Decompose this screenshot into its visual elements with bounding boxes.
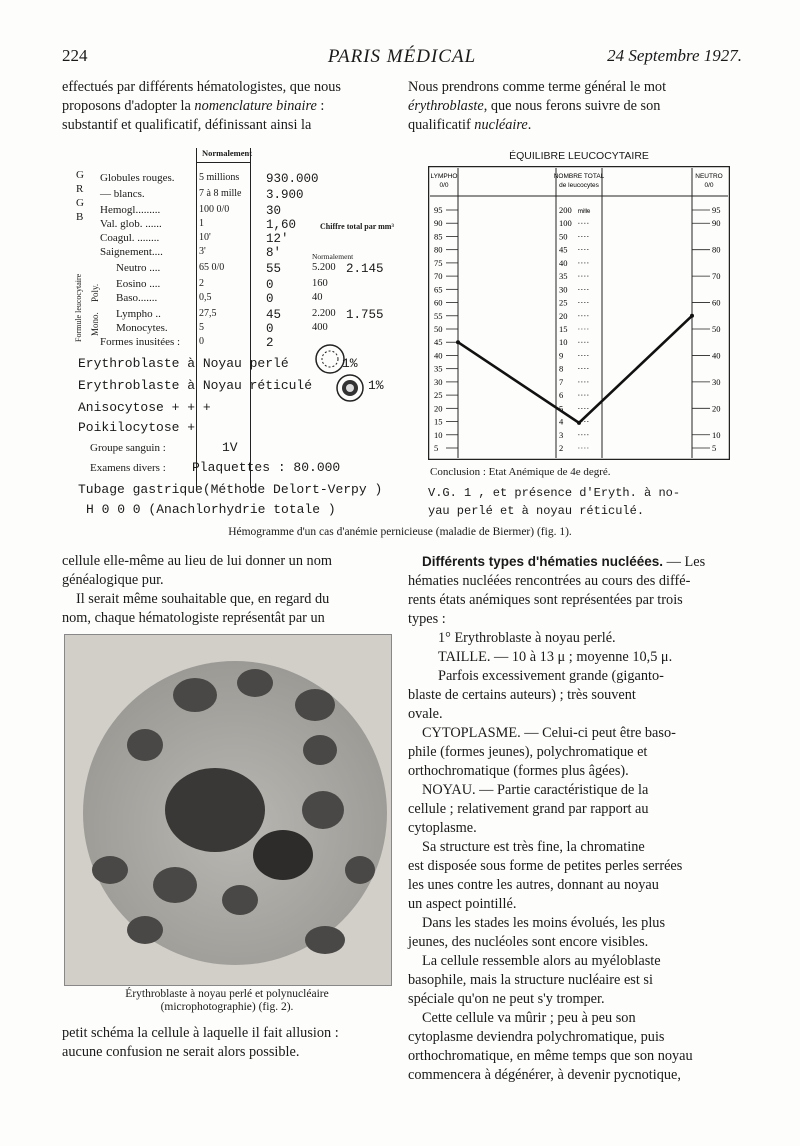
- heading-rest: — Les: [663, 554, 706, 570]
- text-line: nom, chaque hématologiste représentât par un: [62, 610, 325, 626]
- text-line: cytoplasme deviendra polychromatique, puis: [408, 1029, 665, 1045]
- row-value: 3.900: [266, 188, 304, 202]
- page-header: [62, 46, 742, 72]
- examens-value: Plaquettes : 80.000: [192, 460, 341, 475]
- mono-label: Mono.: [90, 312, 100, 336]
- point-total: [577, 421, 581, 425]
- row-label: Coagul. ........: [100, 232, 160, 244]
- erythro-reticule: Erythroblaste à Noyau réticulé: [78, 378, 313, 393]
- figure1-caption: Hémogramme d'un cas d'anémie pernicieuse (maladie de Biermer) (fig. 1).: [228, 526, 572, 538]
- left-tick-label: 85: [434, 231, 443, 242]
- mid-tick-label: 50: [559, 231, 568, 242]
- row-normal2: 5.200: [312, 262, 336, 273]
- table-divider: [196, 148, 197, 488]
- perle-cell-icon: [316, 345, 344, 373]
- figure2-caption: [64, 988, 390, 1014]
- conclusion-text: Conclusion : Etat Anémique de 4e degré.: [430, 466, 611, 478]
- text-line: cellule elle-même au lieu de lui donner un nom: [62, 553, 332, 569]
- conclusion-line-2: V.G. 1 , et présence d'Eryth. à no-: [428, 486, 681, 500]
- paragraph-2: [408, 724, 740, 781]
- text-line: spéciale qu'on ne peut s'y tromper.: [408, 991, 605, 1007]
- right-tick-label: 70: [712, 271, 721, 282]
- right-tick-label: 50: [712, 324, 721, 334]
- row-label: Globules rouges.: [100, 172, 175, 184]
- groupe-value: 1V: [222, 440, 238, 455]
- col-header-normal2: Normalement: [312, 252, 354, 261]
- tubage: Tubage gastrique(Méthode Delort-Verpy ): [78, 482, 383, 497]
- row-value: 30: [266, 204, 282, 218]
- page-number: 224: [62, 46, 88, 65]
- header-rule: [196, 162, 250, 163]
- poikilocytose: Poikilocytose +: [78, 420, 196, 435]
- mid-tick-label: 45: [559, 244, 568, 255]
- right-tick-label: 40: [712, 350, 721, 361]
- journal-title: PARIS MÉDICAL: [327, 46, 477, 67]
- text-line: Nous prendrons comme terme général le mot: [408, 79, 667, 95]
- row-normal: 5: [199, 322, 204, 333]
- row-label: Monocytes.: [116, 322, 168, 334]
- row-value: 930.000: [266, 172, 319, 186]
- gr-gb-label: G R G B: [76, 169, 84, 223]
- hcl-line: H 0 0 0 (Anachlorhydrie totale ): [86, 502, 336, 517]
- section-heading: Différents types d'hématies nucléées.: [422, 554, 664, 569]
- right-intro-text: [408, 78, 740, 135]
- col-header-normal: Normalement: [202, 148, 253, 158]
- cell-sketch-icons: [308, 342, 368, 406]
- mid-tick-label: 8: [559, 363, 564, 374]
- mid-tick-label: 100: [559, 218, 572, 229]
- erythro-reticule-val: 1%: [368, 378, 384, 393]
- text-line: rents états anémiques sont représentées par trois: [408, 592, 683, 608]
- row-normal: 100 0/0: [199, 204, 230, 215]
- mid-tick-label: 10: [559, 337, 568, 348]
- paragraph-3: [408, 781, 740, 838]
- row-normal2: 160: [312, 278, 328, 289]
- mid-unit-label: mille: [578, 209, 591, 215]
- groupe-label: Groupe sanguin :: [90, 442, 166, 454]
- row-label: Lympho ..: [116, 308, 161, 320]
- mid-tick-label: 4: [559, 416, 564, 427]
- left-tick-label: 80: [434, 244, 443, 255]
- left-intro-text: [62, 78, 390, 135]
- caption-line: (microphotographie) (fig. 2).: [160, 1001, 294, 1013]
- right-tick-label: 5: [712, 443, 717, 453]
- mid-tick-label: 25: [559, 297, 568, 308]
- text-line: Parfois excessivement grande (giganto-: [438, 668, 664, 684]
- text-line: cytoplasme.: [408, 820, 477, 836]
- row-normal: 0,5: [199, 292, 212, 303]
- left-tick-label: 90: [434, 218, 443, 229]
- text-line: Cette cellule va mûrir ; peu à peu son: [422, 1010, 636, 1026]
- mid-tick-label: 5: [559, 403, 564, 414]
- row-normal: 0: [199, 336, 204, 347]
- row-value: 0: [266, 278, 274, 292]
- row-normal: 3': [199, 246, 206, 257]
- erythro-perle: Erythroblaste à Noyau perlé: [78, 356, 289, 371]
- mid-tick-label: 6: [559, 390, 564, 401]
- right-tick-label: 20: [712, 403, 721, 414]
- row-normal: 27,5: [199, 308, 217, 319]
- row-label: Formes inusitées :: [100, 336, 181, 348]
- hemogram-table: [72, 142, 412, 522]
- text-line: les unes contre les autres, donnant au noyau: [408, 877, 659, 893]
- row-normal: 10': [199, 232, 211, 243]
- text-line: aucune confusion ne serait alors possible.: [62, 1044, 300, 1060]
- paragraph-7: [408, 1009, 740, 1085]
- chart-plot: [428, 166, 730, 460]
- subheading: [408, 629, 740, 648]
- right-tick-label: 30: [712, 376, 721, 387]
- taille-line: TAILLE. — 10 à 13 μ ; moyenne 10,5 μ.: [438, 649, 673, 665]
- conclusion-line: [430, 466, 611, 478]
- text-line: NOYAU. — Partie caractéristique de la: [422, 782, 649, 798]
- row-value: 12': [266, 232, 289, 246]
- mid-tick-label: 200: [559, 205, 572, 215]
- point-neutro: [690, 314, 694, 318]
- header-neutro-unit: 0/0: [704, 182, 714, 189]
- issue-date: 24 Septembre 1927.: [607, 46, 742, 65]
- left-tick-label: 50: [434, 324, 443, 334]
- header-neutro: NEUTRO: [695, 173, 723, 180]
- paragraph-1: [408, 667, 740, 724]
- row-normal2: 2.200: [312, 308, 336, 319]
- table-divider: [250, 148, 251, 488]
- paragraph-6: [408, 952, 740, 1009]
- paragraph-4: [408, 838, 740, 914]
- text-line: ovale.: [408, 706, 443, 722]
- micrograph-frame: [64, 634, 392, 986]
- row-label: Neutro ....: [116, 262, 161, 274]
- mid-tick-label: 7: [559, 376, 564, 387]
- right-tick-label: 90: [712, 218, 721, 229]
- mid-tick-label: 40: [559, 257, 568, 268]
- row-value: 1,60: [266, 218, 297, 232]
- text-line: types :: [408, 611, 446, 627]
- mid-tick-label: 15: [559, 324, 568, 334]
- row-value: 0: [266, 292, 274, 306]
- text-line: blaste de certains auteurs) ; très souvent: [408, 687, 636, 703]
- text-line: généalogique pur.: [62, 572, 164, 588]
- left-tick-label: 35: [434, 363, 443, 374]
- row-normal: 5 millions: [199, 172, 240, 183]
- anisocytose: Anisocytose + + +: [78, 400, 211, 415]
- conclusion-line-3: yau perlé et à noyau réticulé.: [428, 504, 645, 518]
- mid-tick-label: 20: [559, 310, 568, 321]
- point-lympho: [456, 340, 460, 344]
- header-lympho-unit: 0/0: [439, 182, 449, 189]
- row-value: 45: [266, 308, 282, 322]
- micrograph-image: [65, 635, 391, 985]
- left-tick-label: 95: [434, 205, 443, 215]
- subheading-text: 1° Erythroblaste à noyau perlé.: [438, 630, 616, 646]
- text-line: est disposée sous forme de petites perles serrées: [408, 858, 683, 874]
- header-lympho: LYMPHO: [430, 173, 458, 180]
- paragraph-5: [408, 914, 740, 952]
- row-value: 8': [266, 246, 282, 260]
- left-tick-label: 55: [434, 310, 443, 321]
- text-line: Sa structure est très fine, la chromatine: [422, 839, 645, 855]
- row-label: Saignement....: [100, 246, 163, 258]
- row-total: 2.145: [346, 262, 384, 276]
- left-tick-label: 70: [434, 271, 443, 282]
- text-line: qualificatif nucléaire.: [408, 117, 532, 133]
- leukocyte-balance-line: [458, 316, 692, 423]
- left-tick-label: 5: [434, 443, 439, 453]
- header-total: NOMBRE TOTAL: [553, 173, 605, 180]
- left-tick-label: 45: [434, 337, 443, 348]
- text-line: érythroblaste, que nous ferons suivre de son: [408, 98, 661, 114]
- row-label: Eosino ....: [116, 278, 161, 290]
- text-line: basophile, mais la structure nucléaire est si: [408, 972, 653, 988]
- text-line: orthochromatique (formes plus âgées).: [408, 763, 629, 779]
- col-header-total: Chiffre total par mm³: [320, 222, 394, 231]
- row-normal: 2: [199, 278, 204, 289]
- leukocyte-chart: [428, 150, 730, 530]
- left-tick-label: 10: [434, 429, 443, 440]
- text-line: effectués par différents hématologistes, que nous: [62, 79, 341, 95]
- left-tick-label: 60: [434, 297, 443, 308]
- text-line: jeunes, des nucléoles sont encore visibles.: [408, 934, 649, 950]
- row-label: Baso.......: [116, 292, 158, 304]
- text-line: substantif et qualificatif, définissant ainsi la: [62, 117, 312, 133]
- right-body-text: [408, 552, 740, 1085]
- left-bottom-text: [62, 1024, 390, 1062]
- text-line: La cellule ressemble alors au myéloblaste: [422, 953, 661, 969]
- row-label: Val. glob. ......: [100, 218, 162, 230]
- row-value: 2: [266, 336, 274, 350]
- row-label: — blancs.: [100, 188, 145, 200]
- row-value: 55: [266, 262, 282, 276]
- section-heading-line: [408, 552, 740, 572]
- header-total-sub: de leucocytes: [559, 182, 599, 189]
- right-tick-label: 60: [712, 297, 721, 308]
- mid-tick-label: 3: [559, 429, 564, 440]
- text-line: orthochromatique, en même temps que son noyau: [408, 1048, 693, 1064]
- mid-tick-label: 35: [559, 271, 568, 282]
- left-tick-label: 65: [434, 284, 443, 295]
- text-line: petit schéma la cellule à laquelle il fait allusion :: [62, 1025, 339, 1041]
- text-line: proposons d'adopter la nomenclature binaire :: [62, 98, 325, 114]
- text-line: un aspect pointillé.: [408, 896, 517, 912]
- poly-label: Poly.: [90, 283, 100, 302]
- row-label: Hemogl.........: [100, 204, 161, 216]
- text-line: commencera à dégénérer, à devenir pycnotique,: [408, 1067, 681, 1083]
- text-line: Dans les stades les moins évolués, les plus: [422, 915, 666, 931]
- row-normal: 65 0/0: [199, 262, 225, 273]
- mid-tick-label: 9: [559, 350, 564, 361]
- row-normal: 1: [199, 218, 204, 229]
- left-tick-label: 20: [434, 403, 443, 414]
- right-tick-label: 95: [712, 205, 721, 215]
- left-tick-label: 75: [434, 257, 443, 268]
- text-line: hématies nucléées rencontrées au cours des diffé-: [408, 573, 691, 589]
- caption-line: Érythroblaste à noyau perlé et polynucléaire: [125, 988, 329, 1000]
- row-value: 0: [266, 322, 274, 336]
- row-normal2: 40: [312, 292, 323, 303]
- left-tick-label: 15: [434, 416, 443, 427]
- left-tick-label: 25: [434, 390, 443, 401]
- row-total: 1.755: [346, 308, 384, 322]
- mid-tick-label: 2: [559, 443, 564, 453]
- examens-label: Examens divers :: [90, 462, 166, 474]
- left-tick-label: 30: [434, 376, 443, 387]
- left-tick-label: 40: [434, 350, 443, 361]
- text-line: Il serait même souhaitable que, en regard du: [76, 591, 330, 607]
- text-line: phile (formes jeunes), polychromatique et: [408, 744, 648, 760]
- text-line: CYTOPLASME. — Celui-ci peut être baso-: [422, 725, 676, 741]
- row-normal: 7 à 8 mille: [199, 188, 242, 199]
- text-line: cellule ; relativement grand par rapport au: [408, 801, 649, 817]
- row-normal2: 400: [312, 322, 328, 333]
- left-mid-text: [62, 552, 390, 628]
- chart-title: ÉQUILIBRE LEUCOCYTAIRE: [509, 150, 649, 162]
- mid-tick-label: 30: [559, 284, 568, 295]
- right-tick-label: 80: [712, 244, 721, 255]
- erythro-perle-val: 1%: [342, 356, 358, 371]
- right-tick-label: 10: [712, 429, 721, 440]
- formule-label: Formule leucocytaire: [74, 273, 83, 342]
